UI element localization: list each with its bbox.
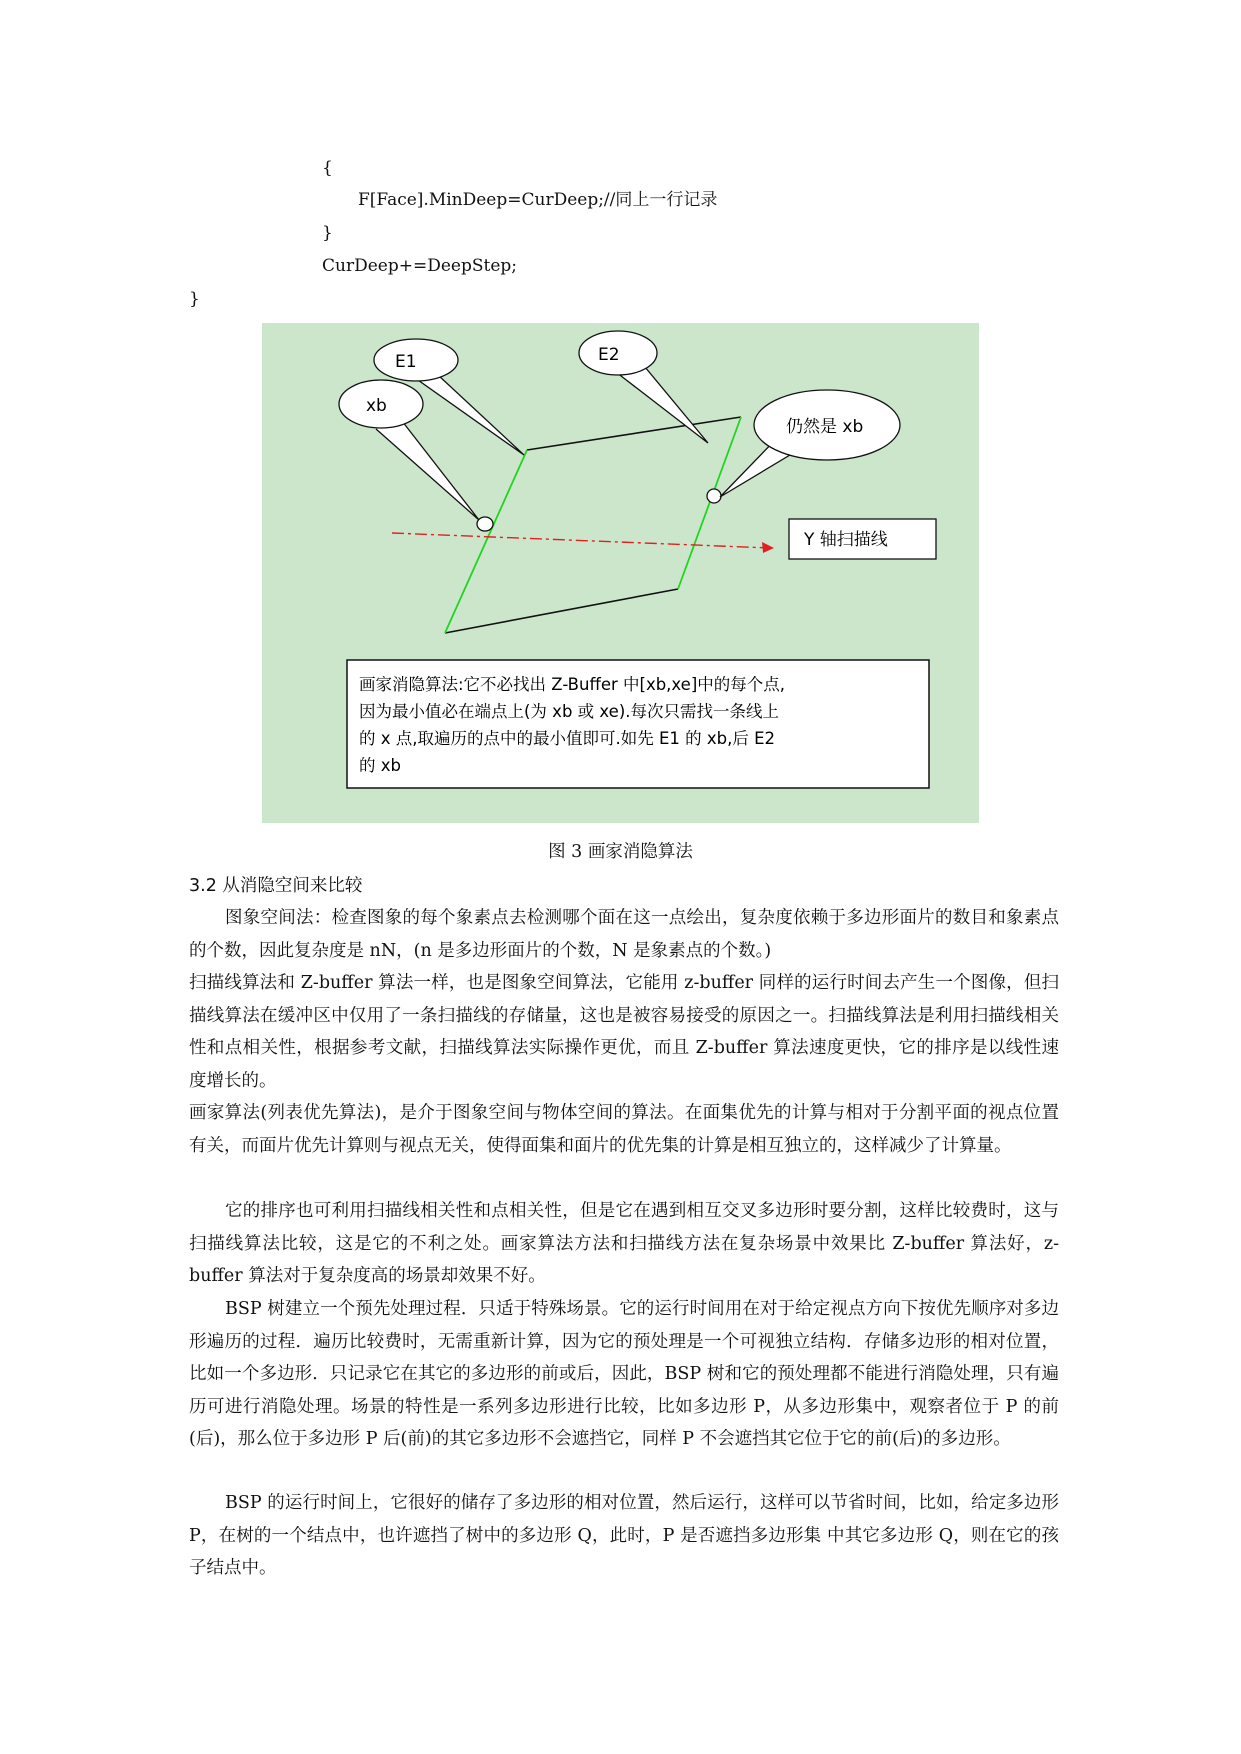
xb-marker xyxy=(477,517,493,531)
painter-algorithm-figure xyxy=(262,323,979,823)
callout-still-label: 仍然是 xb xyxy=(786,417,864,437)
callout-e1-label: E1 xyxy=(395,352,417,372)
code-line-open-brace: { xyxy=(322,158,333,178)
paragraph-painter-sorting: 它的排序也可利用扫描线相关性和点相关性，但是它在遇到相互交叉多边形时要分割，这样比较费时，这与扫描线算法比较，这是它的不利之处。画家算法方法和扫描线方法在复杂场景中效果比 Z-buffer 算法好，z-buffer 算法对于复杂度高的场景却效果不好。 xyxy=(189,1201,1059,1286)
paragraph-scanline: 扫描线算法和 Z-buffer 算法一样，也是图象空间算法，它能用 z-buffer 同样的运行时间去产生一个图像，但扫描线算法在缓冲区中仅用了一条扫描线的存储量，这也是被容易接受的原因之一。扫描线算法是利用扫描线相关性和点相关性，根据参考文献，扫描线算法实际操作更优，而且 Z-buffer 算法速度更快，它的排序是以线性速度增长的。 xyxy=(189,973,1059,1091)
paragraph-bsp-runtime: BSP 的运行时间上，它很好的储存了多边形的相对位置，然后运行，这样可以节省时间，比如，给定多边形 P，在树的一个结点中，也许遮挡了树中的多边形 Q，此时，P 是否遮挡多边形集 中其它多边形 Q，则在它的孩子结点中。 xyxy=(189,1493,1059,1578)
xb-still-marker xyxy=(707,489,721,503)
code-line-increment: CurDeep+=DeepStep; xyxy=(322,256,517,276)
scanline-label: Y 轴扫描线 xyxy=(804,530,888,550)
callout-xb-label: xb xyxy=(366,396,387,416)
note-line-4: 的 xb xyxy=(359,756,401,775)
note-line-1: 画家消隐算法:它不必找出 Z-Buffer 中[xb,xe]中的每个点, xyxy=(359,675,786,694)
callout-e2-label: E2 xyxy=(598,345,620,365)
note-line-3: 的 x 点,取遍历的点中的最小值即可.如先 E1 的 xb,后 E2 xyxy=(359,729,776,748)
section-heading: 3.2 从消隐空间来比较 xyxy=(189,876,363,896)
code-line-assignment: F[Face].MinDeep=CurDeep;//同上一行记录 xyxy=(358,190,718,210)
paragraph-image-space: 图象空间法：检查图象的每个象素点去检测哪个面在这一点绘出，复杂度依赖于多边形面片的数目和象素点的个数，因此复杂度是 nN，(n 是多边形面片的个数，N 是象素点的个数。) xyxy=(189,908,1059,961)
code-line-final-brace: } xyxy=(189,289,200,309)
figure-caption: 图 3 画家消隐算法 xyxy=(548,842,693,862)
code-line-close-brace: } xyxy=(322,223,333,243)
paragraph-bsp-tree: BSP 树建立一个预先处理过程．只适于特殊场景。它的运行时间用在对于给定视点方向下按优先顺序对多边形遍历的过程．遍历比较费时，无需重新计算，因为它的预处理是一个可视独立结构．存储多边形的相对位置，比如一个多边形．只记录它在其它的多边形的前或后，因此，BSP 树和它的预处理都不能进行消隐处理，只有遍历可进行消隐处理。场景的特性是一系列多边形进行比较，比如多边形 P，从多边形集中，观察者位于 P 的前(后)，那么位于多边形 P 后(前)的其它多边形不会遮挡它，同样 P 不会遮挡其它位于它的前(后)的多边形。 xyxy=(189,1299,1059,1449)
paragraph-painter: 画家算法(列表优先算法)，是介于图象空间与物体空间的算法。在面集优先的计算与相对于分割平面的视点位置有关，而面片优先计算则与视点无关，使得面集和面片的优先集的计算是相互独立的，这样减少了计算量。 xyxy=(189,1103,1059,1156)
note-line-2: 因为最小值必在端点上(为 xb 或 xe).每次只需找一条线上 xyxy=(359,702,780,721)
